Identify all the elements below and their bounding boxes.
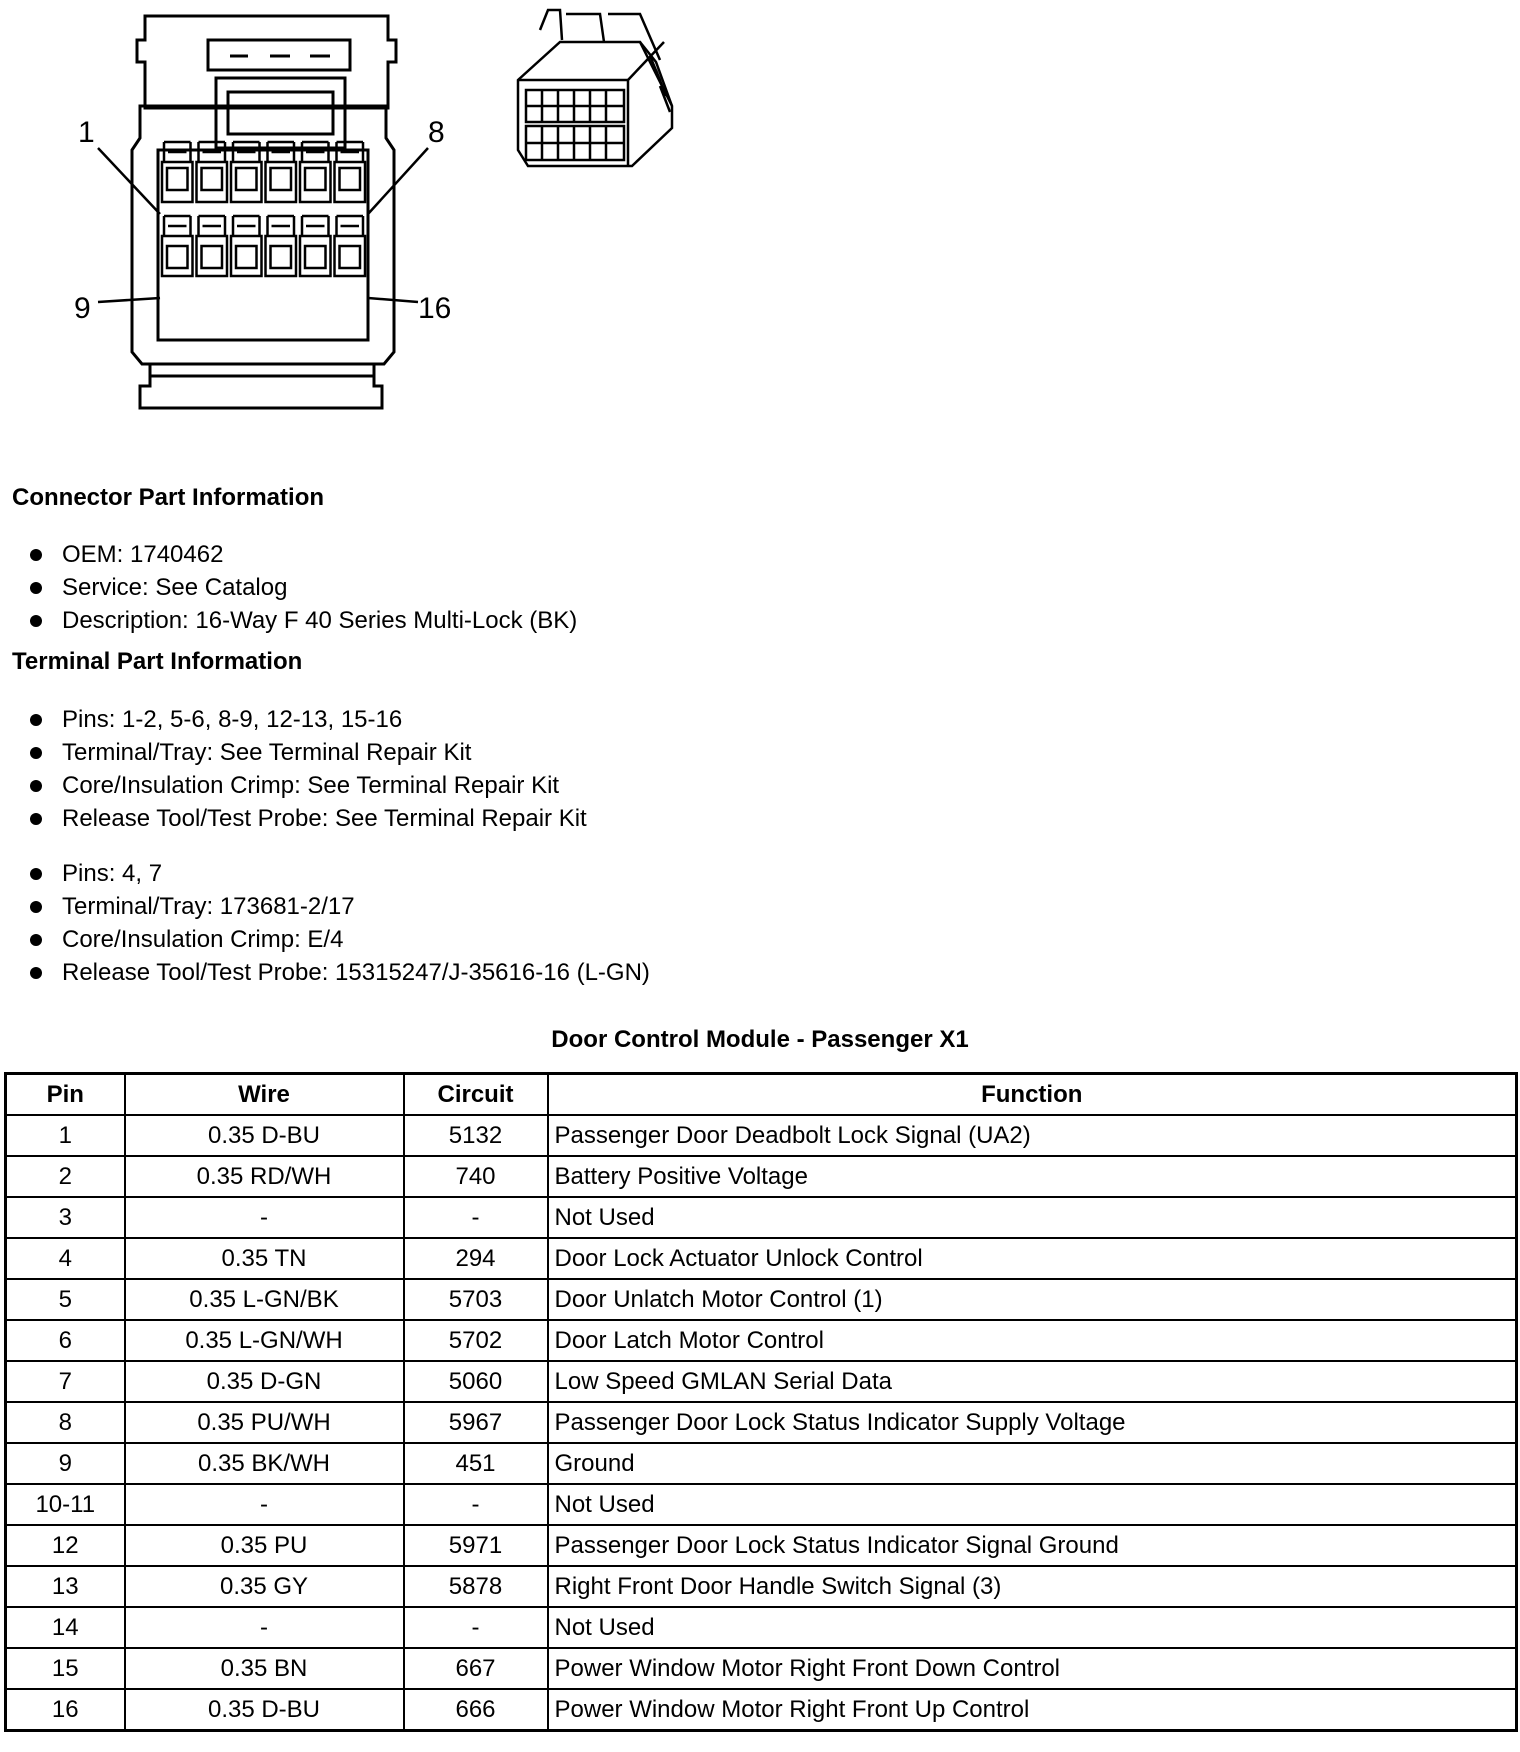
- list-item: Pins: 4, 7: [30, 857, 650, 890]
- cell-pin: 15: [6, 1648, 125, 1689]
- cell-function: Not Used: [548, 1607, 1517, 1648]
- pin-callouts: [98, 148, 428, 302]
- cell-circuit: -: [404, 1607, 548, 1648]
- cell-function: Door Lock Actuator Unlock Control: [548, 1238, 1517, 1279]
- cell-wire: 0.35 BK/WH: [125, 1443, 404, 1484]
- cell-circuit: -: [404, 1484, 548, 1525]
- connector-face-view: [132, 16, 396, 408]
- list-item: Terminal/Tray: See Terminal Repair Kit: [30, 736, 587, 769]
- cell-wire: -: [125, 1197, 404, 1238]
- cell-circuit: 451: [404, 1443, 548, 1484]
- column-header-wire: Wire: [125, 1074, 404, 1116]
- table-row: [6, 1279, 1517, 1320]
- list-item: Description: 16-Way F 40 Series Multi-Lock (BK): [30, 604, 577, 637]
- table-row: [6, 1443, 1517, 1484]
- table-row: [6, 1320, 1517, 1361]
- list-item: OEM: 1740462: [30, 538, 577, 571]
- cell-pin: 12: [6, 1525, 125, 1566]
- cell-function: Passenger Door Deadbolt Lock Signal (UA2): [548, 1115, 1517, 1156]
- cell-wire: -: [125, 1607, 404, 1648]
- cell-pin: 7: [6, 1361, 125, 1402]
- cell-function: Door Latch Motor Control: [548, 1320, 1517, 1361]
- cell-wire: 0.35 L-GN/WH: [125, 1320, 404, 1361]
- terminal-cavity: [162, 216, 193, 276]
- cell-pin: 14: [6, 1607, 125, 1648]
- cell-circuit: 5967: [404, 1402, 548, 1443]
- cell-function: Passenger Door Lock Status Indicator Supply Voltage: [548, 1402, 1517, 1443]
- cell-function: Low Speed GMLAN Serial Data: [548, 1361, 1517, 1402]
- column-header-pin: Pin: [6, 1074, 125, 1116]
- pin-label-8: 8: [428, 116, 445, 149]
- terminal-info-list-1: [30, 703, 587, 835]
- pin-label-9: 9: [74, 292, 91, 325]
- cell-circuit: 294: [404, 1238, 548, 1279]
- cell-circuit: 5132: [404, 1115, 548, 1156]
- connector-info-heading: Connector Part Information: [12, 484, 325, 511]
- cell-circuit: 740: [404, 1156, 548, 1197]
- pin-label-1: 1: [78, 116, 95, 149]
- table-row: [6, 1484, 1517, 1525]
- cell-pin: 9: [6, 1443, 125, 1484]
- cell-wire: 0.35 L-GN/BK: [125, 1279, 404, 1320]
- cell-circuit: 5702: [404, 1320, 548, 1361]
- cell-pin: 5: [6, 1279, 125, 1320]
- terminal-cavity: [335, 216, 366, 276]
- cell-pin: 1: [6, 1115, 125, 1156]
- table-row: [6, 1607, 1517, 1648]
- terminal-cavity: [197, 216, 228, 276]
- pinout-table: [4, 1072, 1518, 1732]
- cell-circuit: 5703: [404, 1279, 548, 1320]
- terminal-info-heading: Terminal Part Information: [12, 648, 303, 675]
- terminal-cavity: [266, 216, 297, 276]
- terminal-cavity: [231, 216, 262, 276]
- terminal-cavity: [300, 216, 331, 276]
- column-header-circuit: Circuit: [404, 1074, 548, 1116]
- cell-pin: 3: [6, 1197, 125, 1238]
- cell-function: Right Front Door Handle Switch Signal (3): [548, 1566, 1517, 1607]
- table-title: Door Control Module - Passenger X1: [551, 1026, 969, 1053]
- table-row: [6, 1402, 1517, 1443]
- cell-wire: 0.35 PU/WH: [125, 1402, 404, 1443]
- cell-wire: 0.35 D-BU: [125, 1115, 404, 1156]
- table-row: [6, 1361, 1517, 1402]
- cell-pin: 2: [6, 1156, 125, 1197]
- cell-function: Not Used: [548, 1197, 1517, 1238]
- cell-circuit: -: [404, 1197, 548, 1238]
- cell-pin: 10-11: [6, 1484, 125, 1525]
- table-header-row: [6, 1074, 1517, 1116]
- cell-function: Ground: [548, 1443, 1517, 1484]
- cell-wire: 0.35 BN: [125, 1648, 404, 1689]
- cell-pin: 16: [6, 1689, 125, 1731]
- cell-pin: 8: [6, 1402, 125, 1443]
- terminal-info-list-2: [30, 857, 650, 989]
- list-item: Core/Insulation Crimp: E/4: [30, 923, 650, 956]
- cell-function: Not Used: [548, 1484, 1517, 1525]
- cell-function: Power Window Motor Right Front Up Control: [548, 1689, 1517, 1731]
- cell-wire: 0.35 D-BU: [125, 1689, 404, 1731]
- table-row: [6, 1689, 1517, 1731]
- list-item: Terminal/Tray: 173681-2/17: [30, 890, 650, 923]
- table-row: [6, 1238, 1517, 1279]
- table-row: [6, 1525, 1517, 1566]
- cell-circuit: 5878: [404, 1566, 548, 1607]
- cell-wire: 0.35 D-GN: [125, 1361, 404, 1402]
- list-item: Pins: 1-2, 5-6, 8-9, 12-13, 15-16: [30, 703, 587, 736]
- cell-function: Door Unlatch Motor Control (1): [548, 1279, 1517, 1320]
- cell-circuit: 5060: [404, 1361, 548, 1402]
- list-item: Release Tool/Test Probe: See Terminal Repair Kit: [30, 802, 587, 835]
- list-item: Service: See Catalog: [30, 571, 577, 604]
- cell-pin: 4: [6, 1238, 125, 1279]
- cell-circuit: 666: [404, 1689, 548, 1731]
- pinout-table-body: [6, 1115, 1517, 1731]
- table-row: [6, 1156, 1517, 1197]
- table-row: [6, 1566, 1517, 1607]
- list-item: Core/Insulation Crimp: See Terminal Repair Kit: [30, 769, 587, 802]
- cell-function: Passenger Door Lock Status Indicator Signal Ground: [548, 1525, 1517, 1566]
- cell-wire: 0.35 PU: [125, 1525, 404, 1566]
- cell-wire: 0.35 TN: [125, 1238, 404, 1279]
- cell-wire: -: [125, 1484, 404, 1525]
- connector-isometric-view: [518, 10, 672, 166]
- pin-label-16: 16: [418, 292, 452, 325]
- cell-wire: 0.35 GY: [125, 1566, 404, 1607]
- connector-cavity-grid: [162, 142, 365, 276]
- table-row: [6, 1197, 1517, 1238]
- cell-pin: 13: [6, 1566, 125, 1607]
- cell-wire: 0.35 RD/WH: [125, 1156, 404, 1197]
- cell-pin: 6: [6, 1320, 125, 1361]
- table-row: [6, 1115, 1517, 1156]
- connector-info-list: [30, 538, 577, 637]
- cell-function: Power Window Motor Right Front Down Control: [548, 1648, 1517, 1689]
- list-item: Release Tool/Test Probe: 15315247/J-35616-16 (L-GN): [30, 956, 650, 989]
- cell-circuit: 5971: [404, 1525, 548, 1566]
- column-header-function: Function: [548, 1074, 1517, 1116]
- cell-function: Battery Positive Voltage: [548, 1156, 1517, 1197]
- table-row: [6, 1648, 1517, 1689]
- connector-diagram: [0, 0, 720, 440]
- cell-circuit: 667: [404, 1648, 548, 1689]
